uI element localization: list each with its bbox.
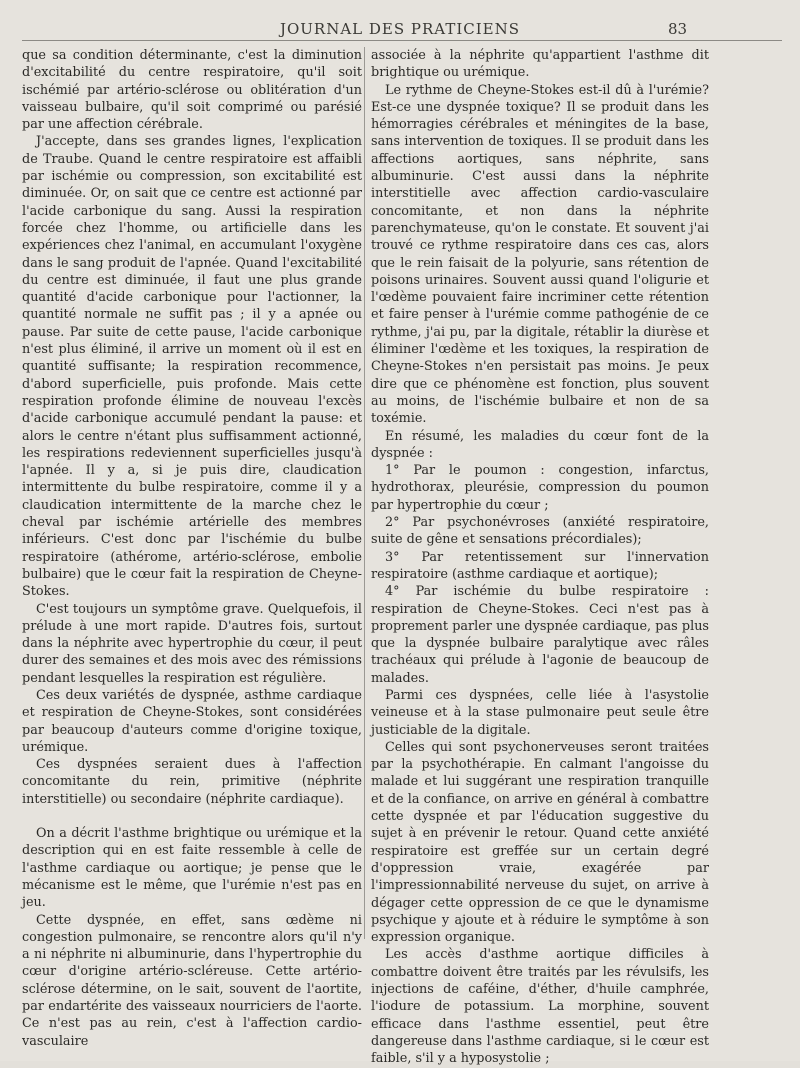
list-item: 4° Par ischémie du bulbe respiratoire : respiration de Cheyne-Stokes. Ceci n'est pas à proprement parler une dyspnée cardiaque, pas plus que la dyspnée bulbaire paralytique avec râles trachéaux qui prélude à l'agonie de beaucoup de malades.	[371, 584, 709, 686]
paragraph: Parmi ces dyspnées, celle liée à l'asystolie veineuse et à la stase pulmonaire peut seule être justiciable de la digitale.	[371, 687, 709, 738]
right-column	[371, 47, 709, 1067]
list-item: 2° Par psychonévroses (anxiété respiratoire, suite de gêne et sensations précordiales);	[371, 515, 709, 548]
page-number: 83	[668, 20, 688, 38]
paragraph: que sa condition déterminante, c'est la diminution d'excitabilité du centre respiratoire, qu'il soit ischémié par artério-sclérose ou oblitération d'un vaisseau bulbaire, qu'il soit comprimé ou parésié par une affection cérébrale.	[22, 48, 362, 133]
paragraph: associée à la néphrite qu'appartient l'asthme dit brightique ou urémique.	[371, 48, 709, 81]
header-rule	[22, 40, 782, 41]
paragraph: Les accès d'asthme aortique difficiles à combattre doivent être traités par les révulsifs, les injections de caféine, d'éther, d'huile camphrée, l'iodure de potassium. La morphine, souvent efficace dans l'asthme essentiel, peut être dangereuse dans l'asthme cardiaque, si le cœur est faible, s'il y a hyposystolie ;	[371, 947, 709, 1067]
column-divider	[364, 47, 365, 939]
paragraph: En résumé, les maladies du cœur font de la dyspnée :	[371, 428, 709, 461]
paragraph: Celles qui sont psychonerveuses seront traitées par la psychothérapie. En calmant l'angoisse du malade et lui suggérant une respiration tranquille et de la confiance, on arrive en général à combattre cette dyspnée et par l'éducation suggestive du sujet à en prévenir le retour. Quand cette anxiété respiratoire est greffée sur un certain degré d'oppression vraie, exagérée par l'impressionnabilité nerveuse du sujet, on arrive à dégager cette oppression de ce que le dynamisme psychique y ajoute et à réduire le symptôme à son expression organique.	[371, 739, 709, 946]
list-item: 1° Par le poumon : congestion, infarctus, hydrothorax, pleurésie, compression du poumon par hypertrophie du cœur ;	[371, 463, 709, 513]
paragraph: Le rythme de Cheyne-Stokes est-il dû à l'urémie? Est-ce une dyspnée toxique? Il se produit dans les hémorragies cérébrales et méningites de la base, sans intervention de toxiques. Il se produit dans les affections aortiques, sans néphrite, sans albuminurie. C'est aussi dans la néphrite interstitielle avec affection cardio-vasculaire concomitante, et non dans la néphrite parenchymateuse, qu'on le constate. Et souvent j'ai trouvé ce rythme respiratoire dans ces cas, alors que le rein faisait de la polyurie, sans rétention de poisons urinaires. Souvent aussi quand l'oligurie et l'œdème pouvaient faire incriminer cette rétention et faire penser à l'urémie comme pathogénie de ce rythme, j'ai pu, par la digitale, rétablir la diurèse et éliminer l'œdème et les toxiques, la respiration de Cheyne-Stokes n'en persistait pas moins. Je peux dire que ce phénomène est fonction, plus souvent au moins, de l'ischémie bulbaire et non de sa toxémie.	[371, 82, 709, 427]
paragraph: Ces deux variétés de dyspnée, asthme cardiaque et respiration de Cheyne-Stokes, sont considérées par beaucoup d'auteurs comme d'origine toxique, urémique.	[22, 687, 362, 755]
list-item: 3° Par retentissement sur l'innervation respiratoire (asthme cardiaque et aortique);	[371, 549, 709, 582]
journal-title: JOURNAL DES PRATICIENS	[279, 20, 521, 38]
paragraph: On a décrit l'asthme brightique ou urémique et la description qui en est faite ressemble à celle de l'asthme cardiaque ou aortique; je pense que le mécanisme est le même, que l'urémie n'est pas en jeu.	[22, 826, 362, 911]
paragraph: C'est toujours un symptôme grave. Quelquefois, il prélude à une mort rapide. D'autres fois, surtout dans la néphrite avec hypertrophie du cœur, il peut durer des semaines et des mois avec des rémissions pendant lesquelles la respiration est régulière.	[22, 601, 362, 686]
paragraph: J'accepte, dans ses grandes lignes, l'explication de Traube. Quand le centre respiratoire est affaibli par ischémie ou compression, son excitabilité est diminuée. Or, on sait que ce centre est actionné par l'acide carbonique du sang. Aussi la respiration forcée chez l'homme, ou artificielle dans les expériences chez l'animal, en accumulant l'oxygène dans le sang produit de l'apnée. Quand l'excitabilité du centre est diminuée, il faut une plus grande quantité d'acide carbonique pour l'actionner, la quantité normale ne suffit pas ; il y a apnée ou pause. Par suite de cette pause, l'acide carbonique n'est plus éliminé, il arrive un moment où il est en quantité suffisante; la respiration recommence, d'abord superficielle, puis profonde. Mais cette respiration profonde élimine de nouveau l'excès d'acide carbonique accumulé pendant la pause: et alors le centre n'étant plus suffisamment actionné, les respirations redeviennent superficielles jusqu'à l'apnée. Il y a, si je puis dire, claudication intermittente du bulbe respiratoire, comme il y a claudication intermittente de la marche chez le cheval par ischémie artérielle des membres inférieurs. C'est donc par l'ischémie du bulbe respiratoire (athérome, artério-sclérose, embolie bulbaire) que le cœur fait la respiration de Cheyne-Stokes.	[22, 134, 362, 600]
paragraph: Cette dyspnée, en effet, sans œdème ni congestion pulmonaire, se rencontre alors qu'il n'y a ni néphrite ni albuminurie, dans l'hypertrophie du cœur d'origine artério-scléreuse. Cette artério-sclérose détermine, on le sait, souvent de l'aortite, par endartérite des vaisseaux nourriciers de l'aorte. Ce n'est pas au rein, c'est à l'affection cardio-vasculaire	[22, 912, 362, 1049]
paragraph: Ces dyspnées seraient dues à l'affection concomitante du rein, primitive (néphrite interstitielle) ou secondaire (néphrite cardiaque).	[22, 757, 362, 807]
left-column	[22, 47, 362, 1049]
